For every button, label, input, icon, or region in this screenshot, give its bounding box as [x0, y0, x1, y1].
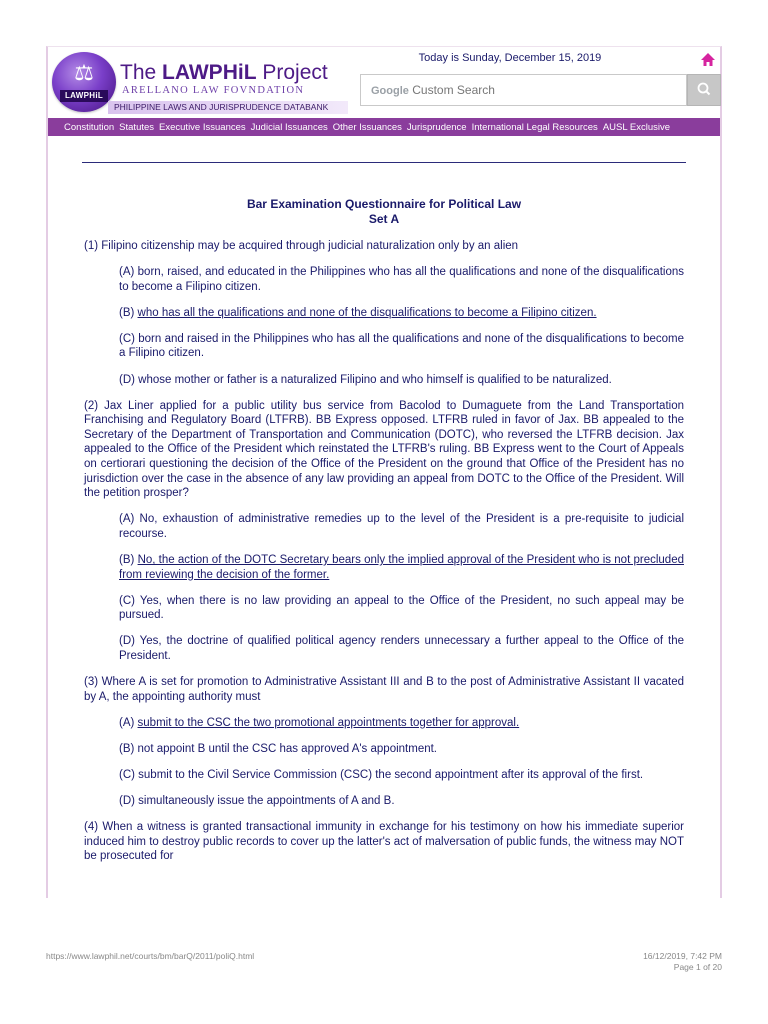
search-placeholder: Custom Search	[412, 83, 495, 97]
document-set: Set A	[368, 212, 400, 226]
nav-executive-issuances[interactable]: Executive Issuances	[159, 121, 246, 133]
search-icon	[688, 75, 720, 105]
footer-url: https://www.lawphil.net/courts/bm/barQ/2011/poliQ.html	[46, 951, 255, 961]
question-3-option-b: (B) not appoint B until the CSC has approved A's appointment.	[119, 742, 437, 755]
databank-banner: PHILIPPINE LAWS AND JURISPRUDENCE DATABANK	[108, 101, 348, 114]
document-title	[82, 197, 686, 227]
nav-international-legal-resources[interactable]: International Legal Resources	[471, 121, 598, 133]
questionnaire-body	[84, 239, 684, 875]
logo-badge: LAWPHiL	[60, 90, 108, 102]
document-title-main: Bar Examination Questionnaire for Political Law	[246, 197, 522, 211]
nav-constitution[interactable]: Constitution	[64, 121, 115, 133]
home-icon[interactable]	[700, 52, 716, 68]
scales-of-justice-icon: ⚖	[74, 61, 94, 86]
lawphil-logo[interactable]	[52, 52, 116, 112]
question-2-option-d: (D) Yes, the doctrine of qualified political agency renders unnecessary a further appeal to the Office of the President.	[119, 635, 684, 662]
google-label: Google	[371, 85, 409, 97]
title-divider	[82, 162, 686, 163]
question-2: (2) Jax Liner applied for a public utility bus service from Bacolod to Dumaguete from the Land Transportation Franchising and Regulatory Board (LTFRB). BB Express opposed. LTFRB ruled in favor of Jax. BB appealed to the Secretary of the Department of Transportation and Communication (DOTC), who reversed the LTFRB decision. Jax appealed to the Office of the President which reinstated the LTFRB's ruling. BB Express went to the Court of Appeals on certiorari questioning the decision of the Office of the President on the ground that Office of the President has no jurisdiction over the case in the absence of any law providing an appeal from DOTC to the Office of the President. Will the petition prosper?	[84, 399, 684, 500]
question-2-option-c: (C) Yes, when there is no law providing an appeal to the Office of the President, no such appeal may be pursued.	[119, 594, 684, 622]
search-input[interactable]	[360, 74, 687, 106]
nav-jurisprudence[interactable]: Jurisprudence	[406, 121, 467, 133]
question-1-option-c: (C) born and raised in the Philippines who has all the qualifications and none of the disqualifications to become a Filipino citizen.	[119, 332, 684, 360]
question-1-option-b: (B) who has all the qualifications and none of the disqualifications to become a Filipino citizen.	[119, 306, 597, 319]
question-2-option-a: (A) No, exhaustion of administrative remedies up to the level of the President is a pre-requisite to judicial recourse.	[119, 513, 684, 540]
question-3-option-d: (D) simultaneously issue the appointments of A and B.	[119, 795, 395, 808]
question-4: (4) When a witness is granted transactional immunity in exchange for his testimony on how his immediate superior induced him to destroy public records to cover up the latter's act of malversation of public funds, the witness may NOT be prosecuted for	[84, 821, 684, 863]
question-1-answer: who has all the qualifications and none of the disqualifications to become a Filipino citizen.	[137, 306, 597, 319]
question-3: (3) Where A is set for promotion to Administrative Assistant III and B to the post of Administrative Assistant II vacated by A, the appointing authority must	[84, 676, 684, 703]
print-timestamp: 16/12/2019, 7:42 PM	[643, 951, 722, 961]
main-nav	[48, 118, 720, 136]
nav-ausl-exclusive[interactable]: AUSL Exclusive	[602, 121, 671, 133]
current-date: Today is Sunday, December 15, 2019	[418, 52, 602, 64]
site-title[interactable]: The LAWPHiL Project	[120, 61, 328, 84]
nav-statutes[interactable]: Statutes	[119, 121, 155, 133]
question-3-option-a: (A) submit to the CSC the two promotional appointments together for approval.	[119, 716, 520, 729]
question-2-answer: No, the action of the DOTC Secretary bears only the implied approval of the President who is not precluded from reviewing the decision of the former.	[119, 554, 684, 581]
foundation-name: ARELLANO LAW FOVNDATION	[122, 85, 305, 96]
footer-info	[643, 951, 722, 973]
nav-other-issuances[interactable]: Other Issuances	[332, 121, 402, 133]
nav-judicial-issuances[interactable]: Judicial Issuances	[250, 121, 328, 133]
page-number: Page 1 of 20	[673, 962, 722, 972]
question-1-option-a: (A) born, raised, and educated in the Philippines who has all the qualifications and none of the disqualifications to become a Filipino citizen.	[119, 266, 684, 293]
question-1-option-d: (D) whose mother or father is a naturalized Filipino and who himself is qualified to be naturalized.	[119, 373, 612, 386]
question-3-answer: submit to the CSC the two promotional appointments together for approval.	[137, 716, 520, 729]
question-1: (1) Filipino citizenship may be acquired through judicial naturalization only by an alien	[84, 240, 519, 252]
question-2-option-b: (B) No, the action of the DOTC Secretary bears only the implied approval of the President who is not precluded from reviewing the decision of the former.	[119, 554, 684, 581]
search-button[interactable]	[687, 74, 721, 106]
question-3-option-c: (C) submit to the Civil Service Commission (CSC) the second appointment after its approval of the first.	[119, 768, 644, 781]
